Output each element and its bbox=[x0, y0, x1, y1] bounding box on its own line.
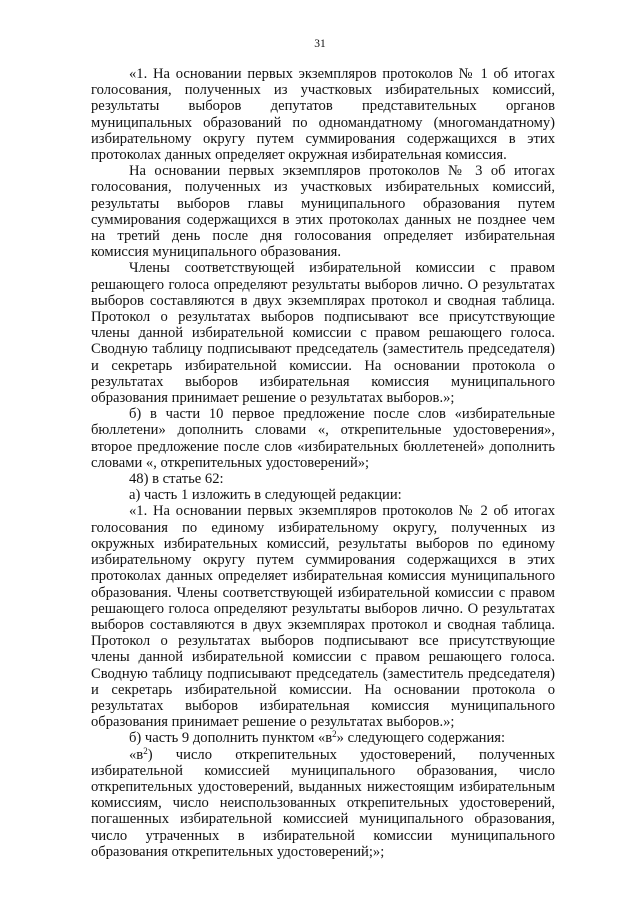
page-number: 31 bbox=[314, 38, 326, 50]
text-segment: ) число открепительных удостоверений, полученных избирательной комиссией муниципального образования, число открепительных удостоверений, выданных нижестоящим избирательным комиссиям, число неиспользованных открепительных удостоверений, погашенных избирательной комиссией муниципального образования, число утраченных в избирательной комиссии муниципального образования открепительных удостоверений;»; bbox=[91, 746, 555, 860]
superscript: 2 bbox=[332, 729, 337, 740]
text-segment: «в bbox=[129, 746, 144, 763]
document-body bbox=[91, 66, 555, 860]
paragraph: б) в части 10 первое предложение после слов «избирательные бюллетени» дополнить словами «, открепительные удостоверения», второе предложение после слов «избирательных бюллетеней» дополнить словами «, открепительных удостоверений»; bbox=[91, 406, 555, 471]
paragraph: «1. На основании первых экземпляров протоколов № 1 об итогах голосования, полученных из участковых избирательных комиссий, результаты выборов депутатов представительных органов муниципальных образований по одномандатному (многомандатному) избирательному округу путем суммирования содержащихся в этих протоколах данных определяет окружная избирательная комиссия. bbox=[91, 66, 555, 164]
paragraph: На основании первых экземпляров протоколов № 3 об итогах голосования, полученных из участковых избирательных комиссий, результаты выборов главы муниципального образования путем суммирования содержащихся в этих протоколах данных не позднее чем на третий день после дня голосования определяет избирательная комиссия муниципального образования. bbox=[91, 163, 555, 261]
paragraph: а) часть 1 изложить в следующей редакции: bbox=[129, 487, 402, 504]
paragraph-with-superscript bbox=[91, 747, 555, 860]
paragraph-with-superscript bbox=[91, 730, 555, 746]
superscript: 2 bbox=[143, 745, 148, 756]
paragraph: 48) в статье 62: bbox=[129, 471, 224, 488]
text-segment: » следующего содержания: bbox=[336, 730, 506, 747]
paragraph: Члены соответствующей избирательной комиссии с правом решающего голоса определяют результаты выборов лично. О результатах выборов составляются в двух экземплярах протокол и сводная таблица. Протокол о результатах выборов подписывают все присутствующие члены данной избирательной комиссии с правом решающего голоса. Сводную таблицу подписывают председатель (заместитель председателя) и секретарь избирательной комиссии. На основании протокола о результатах выборов избирательная комиссия муниципального образования принимает решение о результатах выборов.»; bbox=[91, 260, 555, 407]
text-segment: б) часть 9 дополнить пунктом «в bbox=[129, 730, 333, 747]
paragraph: «1. На основании первых экземпляров протоколов № 2 об итогах голосования по единому избирательному округу, полученных из окружных избирательных комиссий, результаты выборов по единому избирательному округу путем суммирования содержащихся в этих протоколах данных определяет избирательная комиссия муниципального образования. Члены соответствующей избирательной комиссии с правом решающего голоса определяют результаты выборов лично. О результатах выборов составляются в двух экземплярах протокол и сводная таблица. Протокол о результатах выборов подписывают все присутствующие члены данной избирательной комиссии с правом решающего голоса. Сводную таблицу подписывают председатель (заместитель председателя) и секретарь избирательной комиссии. На основании протокола о результатах выборов избирательная комиссия муниципального образования принимает решение о результатах выборов.»; bbox=[91, 503, 555, 731]
